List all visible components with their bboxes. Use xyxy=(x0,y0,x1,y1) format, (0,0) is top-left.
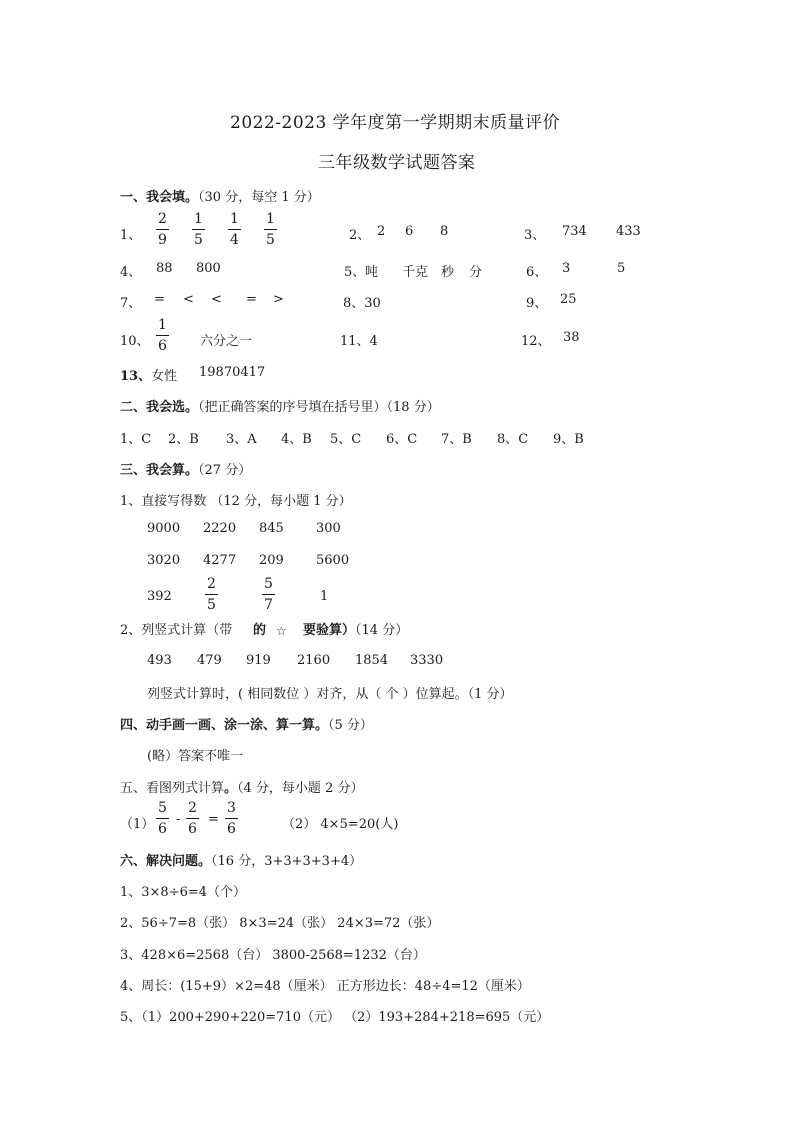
section-5-fraction-1 xyxy=(156,801,169,836)
numerator: 1 xyxy=(266,211,275,227)
q6-label: 6、 xyxy=(526,265,548,280)
problem-answer-3: 3、428×6=2568（台） 3800-2568=1232（台） xyxy=(120,948,426,963)
denominator: 9 xyxy=(158,232,167,248)
q5-value-3: 秒 xyxy=(441,265,455,280)
star-icon: ☆ xyxy=(276,624,287,638)
section-4-answer: (略）答案不唯一 xyxy=(147,749,244,764)
numerator: 1 xyxy=(230,211,239,227)
section-5-eq2: （2） 4×5=20(人) xyxy=(282,817,399,832)
problem-answer-5: 5、（1）200+290+220=710（元） （2）193+284+218=695（元） xyxy=(120,1010,550,1025)
section-4-title: 四、动手画一画、涂一涂、算一算。 xyxy=(120,718,329,733)
section-2-title: 二、我会选。 xyxy=(120,400,199,415)
q1-fraction-4 xyxy=(264,212,277,247)
choice-answer-1: 1、C xyxy=(120,432,152,447)
section-3-title: 三、我会算。 xyxy=(120,463,199,478)
q4-value-1: 88 xyxy=(156,261,173,276)
q2-label: 2、 xyxy=(349,228,371,243)
part-2-verify: 要验算） xyxy=(303,623,356,638)
q7-value-5: > xyxy=(273,292,284,307)
choice-answer-6: 6、C xyxy=(386,432,418,447)
page-subtitle: 三年级数学试题答案 xyxy=(318,153,476,173)
equals-sign: = xyxy=(208,812,219,827)
calc-r1-c3: 845 xyxy=(259,521,284,536)
q10-fraction xyxy=(156,318,169,353)
numerator: 1 xyxy=(194,211,203,227)
q5-label: 5、 xyxy=(344,265,366,280)
q3-value-2: 433 xyxy=(616,224,641,239)
numerator: 1 xyxy=(158,317,167,333)
q5-value-2: 千克 xyxy=(402,265,429,280)
vertical-calc-4: 2160 xyxy=(297,653,331,668)
minus-sign: - xyxy=(176,812,181,827)
q11-label: 11、 xyxy=(340,334,370,349)
part-2-note: （14 分） xyxy=(355,623,409,638)
calc-r3-fraction-2 xyxy=(262,577,275,612)
q13-text: 女性 xyxy=(151,369,178,384)
q9-label: 9、 xyxy=(526,296,548,311)
q9-value: 25 xyxy=(560,292,577,307)
q6-value-2: 5 xyxy=(617,261,626,276)
numerator: 3 xyxy=(227,800,236,816)
q7-label: 7、 xyxy=(120,296,142,311)
q6-value-1: 3 xyxy=(562,261,571,276)
vertical-calc-2: 479 xyxy=(197,653,222,668)
calc-r2-c2: 4277 xyxy=(203,553,237,568)
part-2-text-a: 2、列竖式计算（带 xyxy=(120,623,233,638)
vertical-calc-rule: 列竖式计算时，( 相同数位 ）对齐，从（ 个 ）位算起。（1 分） xyxy=(147,687,513,702)
q10-text: 六分之一 xyxy=(200,334,253,349)
page-title: 2022-2023 学年度第一学期期末质量评价 xyxy=(230,113,561,133)
vertical-calc-5: 1854 xyxy=(355,653,389,668)
q10-label: 10、 xyxy=(120,334,150,349)
q8 xyxy=(343,292,381,311)
numerator: 5 xyxy=(264,576,273,592)
q3-label: 3、 xyxy=(524,228,546,243)
section-5-period: 。 xyxy=(224,781,238,796)
problem-answer-2: 2、56÷7=8（张） 8×3=24（张） 24×3=72（张） xyxy=(120,916,440,931)
q7-value-3: < xyxy=(211,292,222,307)
q8-label: 8、 xyxy=(343,296,365,311)
calc-r1-c4: 300 xyxy=(316,521,341,536)
section-1-heading xyxy=(120,186,320,205)
q7-value-1: = xyxy=(154,292,165,307)
section-5-heading xyxy=(120,777,363,796)
calc-r1-c2: 2220 xyxy=(203,521,237,536)
numerator: 5 xyxy=(158,800,167,816)
problem-answer-4: 4、周长：(15+9）×2=48（厘米） 正方形边长：48÷4=12（厘米） xyxy=(120,979,530,994)
section-3-heading xyxy=(120,459,251,478)
q7-value-4: = xyxy=(246,292,257,307)
q13-label: 13、 xyxy=(120,369,152,384)
calc-r3-fraction-1 xyxy=(205,577,218,612)
q1-fraction-1 xyxy=(156,212,169,247)
q4-value-2: 800 xyxy=(196,261,221,276)
section-6-heading xyxy=(120,850,362,869)
choice-answer-5: 5、C xyxy=(330,432,362,447)
q1-label: 1、 xyxy=(120,228,142,243)
section-5-title: 五、看图列式计算 xyxy=(120,781,225,796)
choice-answer-7: 7、B xyxy=(441,432,472,447)
problem-answer-1: 1、3×8÷6=4（个） xyxy=(120,885,247,900)
denominator: 7 xyxy=(264,597,273,613)
q2-value-2: 6 xyxy=(405,224,414,239)
denominator: 6 xyxy=(188,821,197,837)
q13 xyxy=(120,365,177,384)
q5-value-4: 分 xyxy=(469,265,483,280)
denominator: 5 xyxy=(194,232,203,248)
section-5-note: （4 分，每小题 2 分） xyxy=(237,781,364,796)
q13-value: 19870417 xyxy=(199,365,266,380)
calc-r3-c1: 392 xyxy=(147,589,172,604)
section-4-heading xyxy=(120,714,373,733)
section-5-fraction-2 xyxy=(186,801,199,836)
q12-value: 38 xyxy=(563,330,580,345)
denominator: 6 xyxy=(158,338,167,354)
denominator: 5 xyxy=(266,232,275,248)
choice-answer-2: 2、B xyxy=(168,432,199,447)
q3-value-1: 734 xyxy=(562,224,587,239)
q11 xyxy=(340,330,378,349)
q2-value-3: 8 xyxy=(440,224,449,239)
section-6-title: 六、解决问题。 xyxy=(120,854,212,869)
section-2-note: （把正确答案的序号填在括号里）（18 分） xyxy=(198,400,440,415)
section-3-part-1: 1、直接写得数 （12 分，每小题 1 分） xyxy=(120,494,352,509)
section-5-eq1-label: （1） xyxy=(120,817,155,832)
choice-answer-9: 9、B xyxy=(553,432,584,447)
section-1-title: 一、我会填。 xyxy=(120,190,199,205)
calc-r2-c1: 3020 xyxy=(147,553,181,568)
choice-answer-4: 4、B xyxy=(281,432,312,447)
part-2-text-b: 的 xyxy=(253,623,267,638)
vertical-calc-3: 919 xyxy=(246,653,271,668)
q1-fraction-3 xyxy=(228,212,241,247)
calc-r2-c4: 5600 xyxy=(316,553,350,568)
q7-value-2: < xyxy=(183,292,194,307)
section-3-part-2 xyxy=(120,619,232,638)
denominator: 5 xyxy=(207,597,216,613)
q8-value: 30 xyxy=(364,296,381,311)
choice-answer-3: 3、A xyxy=(226,432,257,447)
calc-r3-c4: 1 xyxy=(320,589,329,604)
calc-r1-c1: 9000 xyxy=(147,521,181,536)
q4-label: 4、 xyxy=(120,265,142,280)
section-4-note: （5 分） xyxy=(328,718,373,733)
q12-label: 12、 xyxy=(521,334,551,349)
numerator: 2 xyxy=(188,800,197,816)
part-2-text-c xyxy=(303,619,408,638)
q1-fraction-2 xyxy=(192,212,205,247)
q11-value: 4 xyxy=(369,334,378,349)
denominator: 6 xyxy=(227,821,236,837)
section-3-note: （27 分） xyxy=(198,463,252,478)
numerator: 2 xyxy=(207,576,216,592)
section-1-note: （30 分，每空 1 分） xyxy=(198,190,320,205)
denominator: 4 xyxy=(230,232,239,248)
q2-value-1: 2 xyxy=(377,224,386,239)
calc-r2-c3: 209 xyxy=(259,553,284,568)
section-2-heading xyxy=(120,396,440,415)
vertical-calc-1: 493 xyxy=(147,653,172,668)
section-5-fraction-3 xyxy=(225,801,238,836)
denominator: 6 xyxy=(158,821,167,837)
numerator: 2 xyxy=(158,211,167,227)
section-6-note: （16 分，3+3+3+3+4） xyxy=(211,854,363,869)
choice-answer-8: 8、C xyxy=(497,432,529,447)
q5-value-1: 吨 xyxy=(365,265,379,280)
vertical-calc-6: 3330 xyxy=(410,653,444,668)
